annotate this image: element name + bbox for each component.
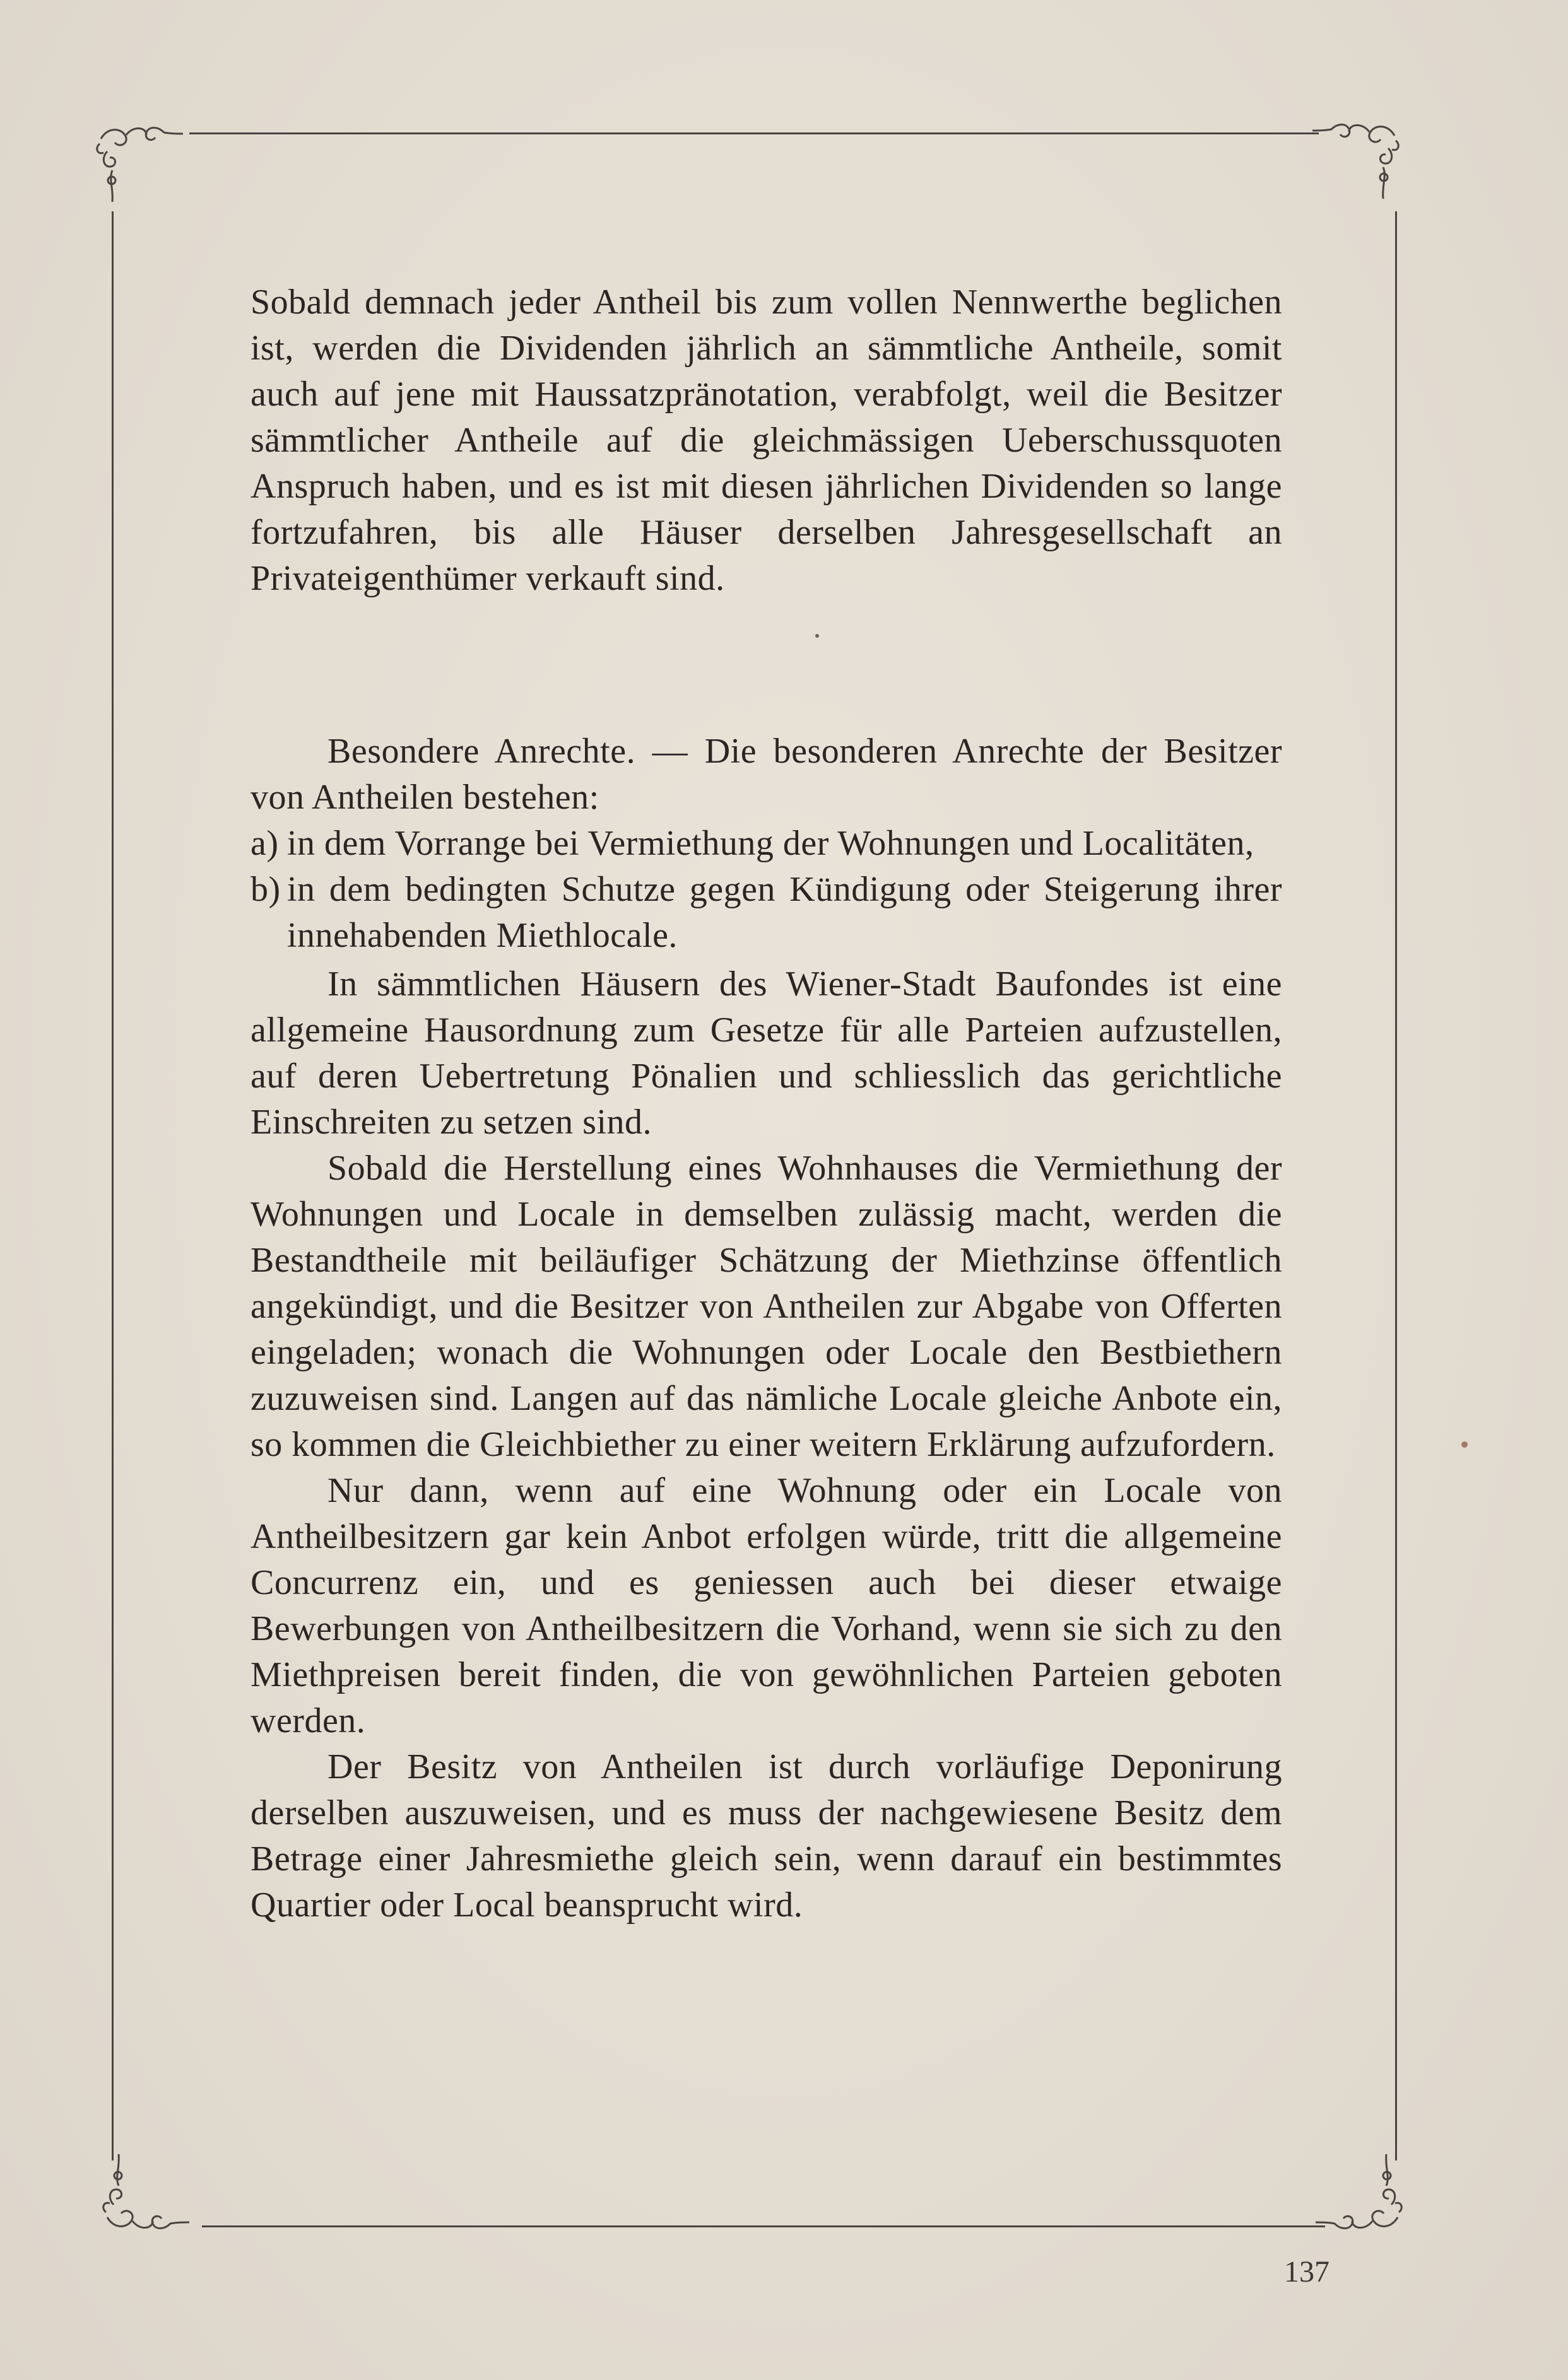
paragraph-dividends: Sobald demnach jeder Antheil bis zum vollen Nennwerthe beglichen ist, werden die Dividenden jährlich an sämmtliche Antheile, somit auch auf jene mit Haussatzpränotation, verabfolgt, weil die Besitzer sämmtlicher Antheile auf die gleichmässigen Ueberschussquoten Anspruch haben, und es ist mit diesen jährlichen Dividenden so lange fortzufahren, bis alle Häuser derselben Jahresgesellschaft an Privateigenthümer verkauft sind. xyxy=(251,283,1282,598)
frame-left-rule xyxy=(112,211,114,2160)
corner-ornament-bottom-left-icon xyxy=(95,2148,189,2242)
list-item xyxy=(251,821,1282,867)
corner-ornament-top-left-icon xyxy=(88,114,183,208)
list-text: in dem bedingten Schutze gegen Kündigung oder Steigerung ihrer innehabenden Miethlocale. xyxy=(287,870,1282,955)
list-label: a) xyxy=(251,824,279,863)
paper-speck xyxy=(815,634,819,638)
list-text: in dem Vorrange bei Vermiethung der Wohnungen und Localitäten, xyxy=(287,824,1254,863)
page-number: 137 xyxy=(1284,2255,1329,2289)
list-item xyxy=(251,867,1282,959)
text-block-section xyxy=(251,729,1282,1928)
corner-ornament-top-right-icon xyxy=(1312,110,1407,205)
paragraph-possession: Der Besitz von Antheilen ist durch vorläufige Deponirung derselben auszuweisen, und es muss der nachgewiesene Besitz dem Betrage einer Jahresmiethe gleich sein, wenn darauf ein bestimmtes Quartier oder Local beansprucht wird. xyxy=(251,1747,1282,1925)
paragraph-competition: Nur dann, wenn auf eine Wohnung oder ein Locale von Antheilbesitzern gar kein Anbot erfolgen würde, tritt die allgemeine Concurrenz ein, und es geniessen auch bei dieser etwaige Bewerbungen von Antheilbesitzern die Vorhand, wenn sie sich zu den Miethpreisen bereit finden, die von gewöhnlichen Parteien geboten werden. xyxy=(251,1471,1282,1740)
paragraph-letting: Sobald die Herstellung eines Wohnhauses die Vermiethung der Wohnungen und Locale in demselben zulässig macht, werden die Bestandtheile mit beiläufiger Schätzung der Miethzinse öffentlich angekündigt, und die Besitzer von Antheilen zur Abgabe von Offerten eingeladen; wonach die Wohnungen oder Locale den Bestbiethern zuzuweisen sind. Langen auf das nämliche Locale gleiche Anbote ein, so kommen die Gleichbiether zu einer weitern Erklärung aufzufordern. xyxy=(251,1149,1282,1464)
frame-right-rule xyxy=(1395,211,1397,2160)
text-block-top xyxy=(251,279,1282,602)
frame-bottom-rule xyxy=(202,2225,1325,2227)
corner-ornament-bottom-right-icon xyxy=(1316,2148,1410,2242)
list-label: b) xyxy=(251,870,281,909)
section-intro: Besondere Anrechte. — Die besonderen Anrechte der Besitzer von Antheilen bestehen: xyxy=(251,732,1282,817)
frame-top-rule xyxy=(189,132,1319,134)
paper-speck xyxy=(1461,1441,1468,1448)
paragraph-house-rules: In sämmtlichen Häusern des Wiener-Stadt Baufondes ist eine allgemeine Hausordnung zum Gesetze für alle Parteien aufzustellen, auf deren Uebertretung Pönalien und schliesslich das gerichtliche Einschreiten zu setzen sind. xyxy=(251,964,1282,1142)
